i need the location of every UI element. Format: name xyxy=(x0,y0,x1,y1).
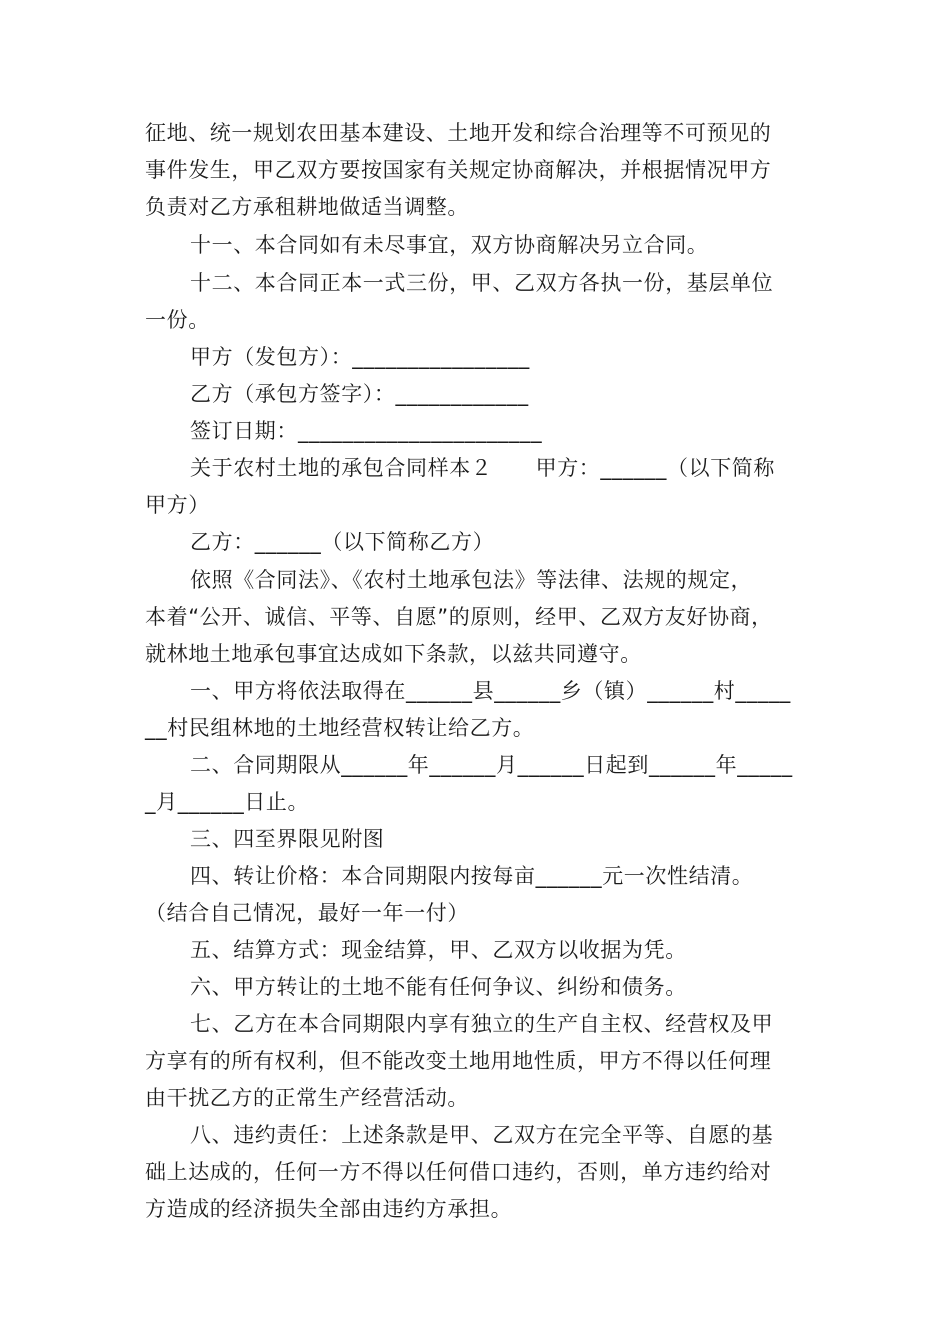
text-line: 甲方） xyxy=(145,493,210,517)
clause-4-cont: （结合自己情况，最好一年一付） xyxy=(145,901,469,925)
party-a-signature-line: 甲方（发包方）：________________ xyxy=(190,345,530,369)
clause-6: 六、甲方转让的土地不能有任何争议、纠纷和债务。 xyxy=(190,975,687,999)
sample-2-title: 关于农村土地的承包合同样本２ 甲方：______（以下简称 xyxy=(190,456,775,480)
text-line: 征地、统一规划农田基本建设、土地开发和综合治理等不可预见的 xyxy=(145,121,772,145)
preamble-line: 依照《合同法》、《农村土地承包法》等法律、法规的规定， xyxy=(190,568,753,592)
clause-8: 八、违约责任：上述条款是甲、乙双方在完全平等、自愿的基 xyxy=(190,1123,774,1147)
text-line: 事件发生，甲乙双方要按国家有关规定协商解决，并根据情况甲方 xyxy=(145,158,772,182)
text-line: 负责对乙方承租耕地做适当调整。 xyxy=(145,195,469,219)
clause-8-cont: 方造成的经济损失全部由违约方承担。 xyxy=(145,1197,513,1221)
clause-8-cont: 础上达成的，任何一方不得以任何借口违约，否则，单方违约给对 xyxy=(145,1160,772,1184)
clause-2-cont: _月______日止。 xyxy=(145,790,310,814)
clause-7: 七、乙方在本合同期限内享有独立的生产自主权、经营权及甲 xyxy=(190,1012,774,1036)
clause-7-cont: 方享有的所有权利，但不能改变土地用地性质，甲方不得以任何理 xyxy=(145,1049,772,1073)
clause-4: 四、转让价格：本合同期限内按每亩______元一次性结清。 xyxy=(190,864,754,888)
clause-1-cont: __村民组林地的土地经营权转让给乙方。 xyxy=(145,716,535,740)
preamble-line: 本着“公开、诚信、平等、自愿”的原则，经甲、乙双方友好协商， xyxy=(145,605,773,629)
sign-date-line: 签订日期：______________________ xyxy=(190,419,543,443)
clause-7-cont: 由干扰乙方的正常生产经营活动。 xyxy=(145,1086,469,1110)
paragraph-11: 十一、本合同如有未尽事宜，双方协商解决另立合同。 xyxy=(190,233,709,257)
clause-2: 二、合同期限从______年______月______日起到______年_____ xyxy=(190,753,793,777)
party-b-signature-line: 乙方（承包方签字）：____________ xyxy=(190,382,529,406)
text-line: 一份。 xyxy=(145,308,210,332)
party-b-line: 乙方：______（以下简称乙方） xyxy=(190,530,495,554)
paragraph-12: 十二、本合同正本一式三份，甲、乙双方各执一份，基层单位 xyxy=(190,271,774,295)
clause-5: 五、结算方式：现金结算，甲、乙双方以收据为凭。 xyxy=(190,938,687,962)
clause-1: 一、甲方将依法取得在______县______乡（镇）______村_____ xyxy=(190,679,791,703)
clause-3: 三、四至界限见附图 xyxy=(190,827,385,851)
preamble-line: 就林地土地承包事宜达成如下条款，以兹共同遵守。 xyxy=(145,642,642,666)
